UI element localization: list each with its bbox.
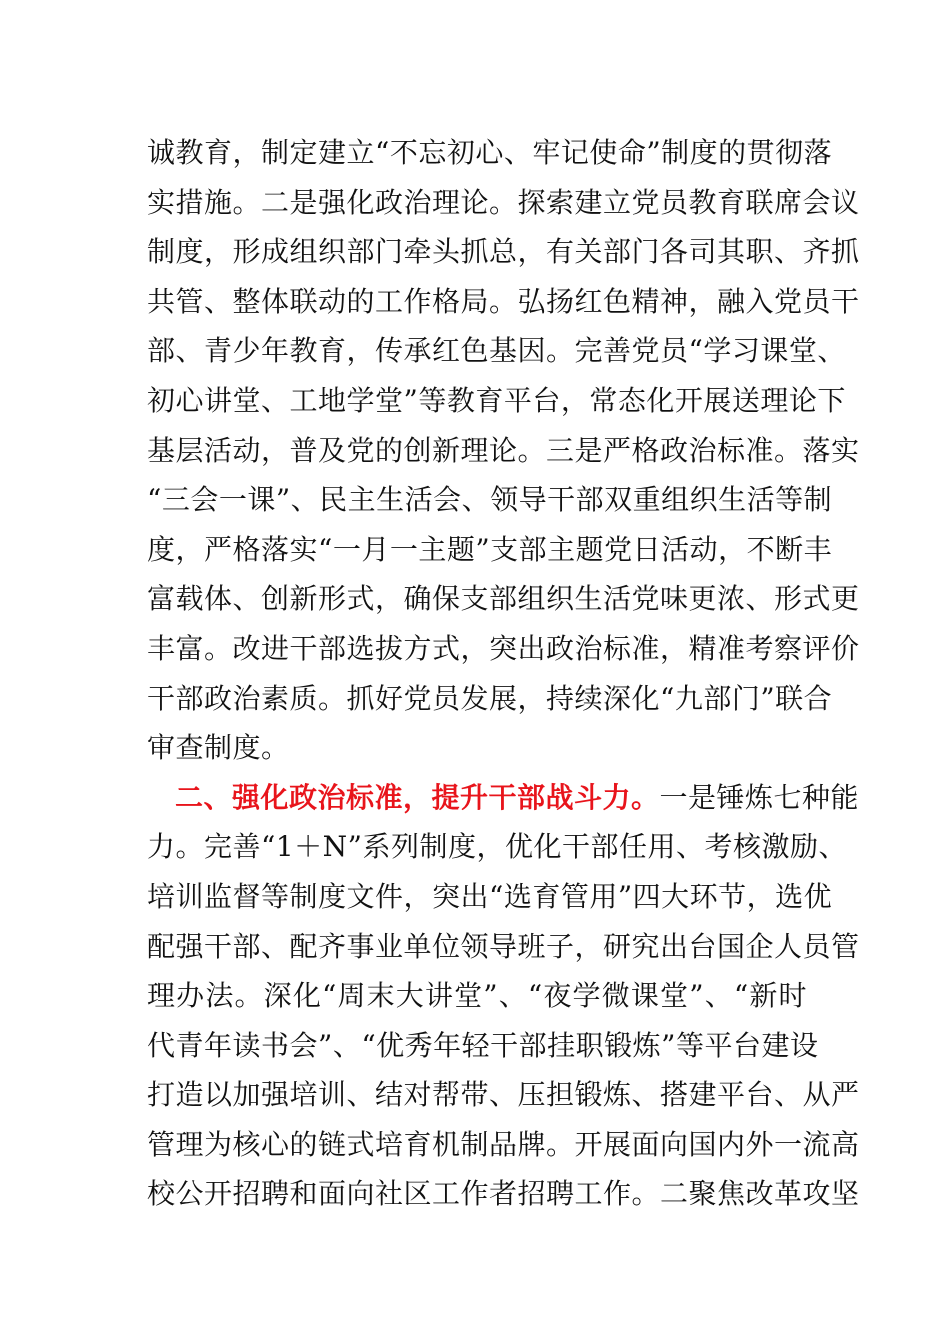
text-line: 基层活动，普及党的创新理论。三是严格政治标准。落实 <box>147 433 860 467</box>
text-line: 度，严格落实“一月一主题”支部主题党日活动，不断丰 <box>147 532 833 566</box>
text-line: 诚教育，制定建立“不忘初心、牢记使命”制度的贯彻落 <box>147 136 833 169</box>
text-line: 初心讲堂、工地学堂”等教育平台，常态化开展送理论下 <box>147 383 846 417</box>
text-line-rest: 一是锤炼七种能 <box>659 780 860 814</box>
text-line: 管理为核心的链式培育机制品牌。开展面向国内外一流高 <box>147 1127 860 1161</box>
text-line: “三会一课”、民主生活会、领导干部双重组织生活等制 <box>147 483 833 517</box>
text-line: 打造以加强培训、结对帮带、压担锻炼、搭建平台、从严 <box>147 1078 860 1112</box>
text-line: 代青年读书会”、“优秀年轻干部挂职锻炼”等平台建设 <box>147 1028 819 1062</box>
text-line: 丰富。改进干部选拔方式，突出政治标准，精准考察评价 <box>147 631 860 665</box>
text-line: 实措施。二是强化政治理论。探索建立党员教育联席会议 <box>147 185 860 219</box>
text-line: 力。完善“1＋N”系列制度，优化干部任用、考核激励、 <box>147 830 847 864</box>
text-line: 审查制度。 <box>147 731 290 765</box>
text-line: 校公开招聘和面向社区工作者招聘工作。二聚焦改革攻坚 <box>147 1177 860 1211</box>
paragraph-2 <box>147 773 860 1219</box>
paragraph-2-first-line <box>147 773 860 823</box>
text-line: 配强干部、配齐事业单位领导班子，研究出台国企人员管 <box>147 929 860 963</box>
text-line: 富载体、创新形式，确保支部组织生活党味更浓、形式更 <box>147 582 860 616</box>
document-page <box>147 128 860 1219</box>
text-line: 理办法。深化“周末大讲堂”、“夜学微课堂”、“新时 <box>147 979 807 1013</box>
section-heading: 二、强化政治标准，提升干部战斗力。 <box>175 780 660 814</box>
paragraph-1 <box>147 128 860 773</box>
text-line: 制度，形成组织部门牵头抓总，有关部门各司其职、齐抓 <box>147 235 860 269</box>
text-line: 干部政治素质。抓好党员发展，持续深化“九部门”联合 <box>147 681 833 715</box>
text-line: 共管、整体联动的工作格局。弘扬红色精神，融入党员干 <box>147 284 860 318</box>
text-line: 培训监督等制度文件，突出“选育管用”四大环节，选优 <box>147 879 833 913</box>
text-line: 部、青少年教育，传承红色基因。完善党员“学习课堂、 <box>147 334 846 368</box>
